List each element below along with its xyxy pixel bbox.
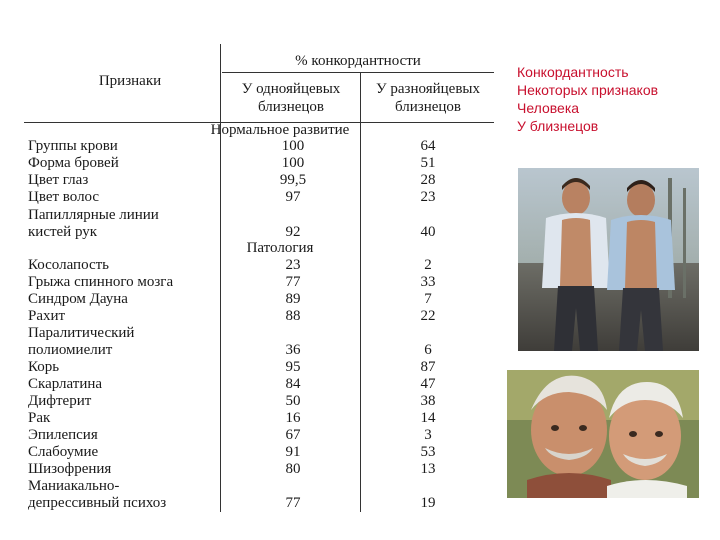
table-cell-mono: 100 [281,155,305,171]
table-cell-mono: 77 [285,495,301,511]
caption-line-3: Человека [517,100,580,116]
caption-line-1: Конкордантность [517,64,629,80]
table-cell-di: 40 [420,224,436,240]
table-row-label: Синдром Дауна [28,291,128,307]
table-cell-di: 3 [424,427,432,443]
table-row-label: Рахит [28,308,66,324]
slide-caption [517,63,717,135]
table-cell-di: 13 [420,461,436,477]
table-row-label: Грыжа спинного мозга [28,274,174,290]
table-divider-header [222,72,494,73]
table-row-label: Слабоумие [28,444,99,460]
caption-line-4: У близнецов [517,118,599,134]
table-cell-di: 47 [420,376,436,392]
table-cell-mono: 16 [285,410,301,426]
table-cell-mono: 67 [285,427,301,443]
table-row-label: Эпилепсия [28,427,98,443]
section-normal-development: Нормальное развитие [210,122,350,138]
table-cell-mono: 36 [285,342,301,358]
mono-header-line2: близнецов [258,99,324,115]
table-cell-mono: 97 [285,189,301,205]
table-cell-mono: 23 [285,257,301,273]
table-cell-mono: 89 [285,291,301,307]
table-cell-mono: 91 [285,444,301,460]
table-cell-di: 14 [420,410,436,426]
table-cell-di: 22 [420,308,436,324]
table-cell-mono: 88 [285,308,301,324]
table-cell-di: 51 [420,155,436,171]
table-cell-di: 23 [420,189,436,205]
table-row-label: Цвет глаз [28,172,89,188]
table-cell-di: 33 [420,274,436,290]
di-header-line2: близнецов [395,99,461,115]
table-row-label: Корь [28,359,60,375]
table-row-label: кистей рук [28,224,98,240]
table-row-label: депрессивный психоз [28,495,167,511]
table-cell-mono: 95 [285,359,301,375]
table-cell-di: 19 [420,495,436,511]
caption-line-2: Некоторых признаков [517,82,659,98]
di-header-line1: У разнояйцевых [376,81,480,97]
table-cell-mono: 84 [285,376,301,392]
table-row-label: Группы крови [28,138,118,154]
concordance-header: % конкордантности [295,53,421,69]
table-row-label: Дифтерит [28,393,92,409]
table-cell-mono: 100 [281,138,305,154]
table-divider-vertical-1 [220,44,221,512]
elderly-twins-photo [507,370,699,498]
table-cell-mono: 50 [285,393,301,409]
table-row-label: Скарлатина [28,376,103,392]
table-row-label: Маниакально- [28,478,120,494]
table-row-label: Косолапость [28,257,109,273]
table-cell-mono: 92 [285,224,301,240]
table-row-label: Паралитический [28,325,135,341]
table-cell-mono: 80 [285,461,301,477]
table-row-label: Шизофрения [28,461,112,477]
table-cell-di: 7 [424,291,432,307]
table-row-label: полиомиелит [28,342,113,358]
table-cell-di: 6 [424,342,432,358]
mono-header-line1: У однояйцевых [241,81,341,97]
table-cell-mono: 77 [285,274,301,290]
feature-column-header: Признаки [98,73,162,89]
table-row-label: Цвет волос [28,189,100,205]
table-cell-di: 38 [420,393,436,409]
table-row-label: Рак [28,410,51,426]
table-cell-di: 28 [420,172,436,188]
table-cell-di: 87 [420,359,436,375]
table-cell-di: 2 [424,257,432,273]
table-cell-di: 53 [420,444,436,460]
table-row-label: Форма бровей [28,155,119,171]
section-pathology: Патология [246,240,314,256]
young-twins-photo [518,168,699,351]
table-cell-mono: 99,5 [279,172,307,188]
table-cell-di: 64 [420,138,436,154]
table-row-label: Папиллярные линии [28,207,159,223]
